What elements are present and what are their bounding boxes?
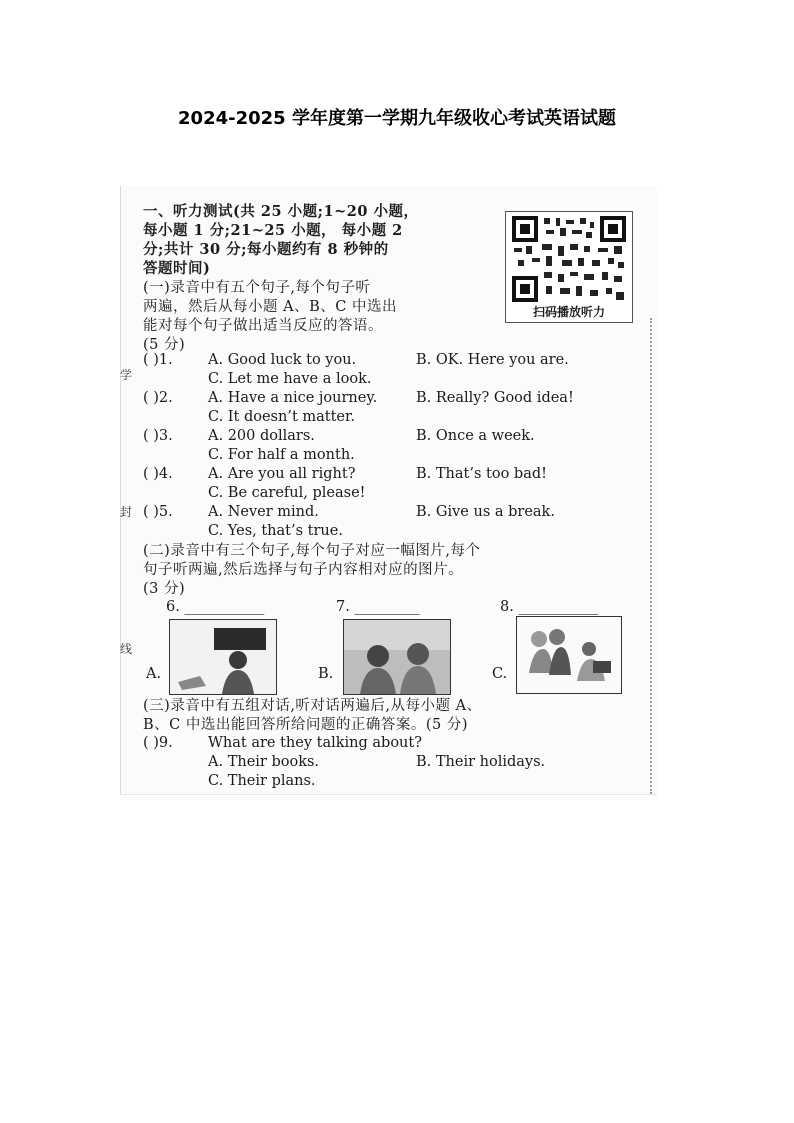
part1-instruction-line-3: 能对每个句子做出适当反应的答语。: [143, 318, 383, 334]
margin-char-3: 线: [120, 642, 133, 656]
picture-a[interactable]: [169, 619, 277, 695]
section-header-line-3: 分;共计 30 分;每小题约有 8 秒钟的: [143, 241, 389, 258]
margin-char-2: 封: [120, 505, 133, 519]
dotted-binding-line: [650, 318, 655, 794]
q9-option-c: C. Their plans.: [208, 773, 316, 789]
family-picture-icon: [517, 617, 621, 693]
q4-number: ( )4.: [143, 466, 173, 482]
q9-option-a: A. Their books.: [208, 754, 320, 770]
q5-option-a: A. Never mind.: [208, 504, 319, 520]
q2-option-b: B. Really? Good idea!: [416, 390, 574, 406]
part2-instruction-line-1: (二)录音中有三个句子,每个句子对应一幅图片,每个: [143, 543, 481, 559]
section-header-line-4: 答题时间): [143, 260, 211, 277]
q2-number: ( )2.: [143, 390, 173, 406]
qr-code-box[interactable]: [505, 211, 633, 323]
q5-option-b: B. Give us a break.: [416, 504, 555, 520]
q3-option-b: B. Once a week.: [416, 428, 535, 444]
picture-b-label: B.: [318, 666, 334, 682]
picture-c-label: C.: [492, 666, 508, 682]
q1-option-b: B. OK. Here you are.: [416, 352, 569, 368]
q4-option-c: C. Be careful, please!: [208, 485, 366, 501]
q5-number: ( )5.: [143, 504, 173, 520]
margin-char-1: 学: [120, 368, 133, 382]
q4-option-b: B. That’s too bad!: [416, 466, 547, 482]
blank-8[interactable]: 8. ___________: [500, 599, 599, 615]
q1-option-a: A. Good luck to you.: [208, 352, 357, 368]
part1-instruction-line-4: (5 分): [143, 337, 186, 353]
part3-instruction-line-2: B、C 中选出能回答所给问题的正确答案。(5 分): [143, 717, 469, 733]
picture-c[interactable]: [516, 616, 622, 694]
q2-option-a: A. Have a nice journey.: [208, 390, 378, 406]
qr-caption: 扫码播放听力: [532, 305, 605, 319]
part2-instruction-line-3: (3 分): [143, 581, 186, 597]
q5-option-c: C. Yes, that’s true.: [208, 523, 343, 539]
q9-option-b: B. Their holidays.: [416, 754, 546, 770]
page-title: 2024-2025 学年度第一学期九年级收心考试英语试题: [178, 108, 616, 129]
q3-number: ( )3.: [143, 428, 173, 444]
part1-instruction-line-2: 两遍，然后从每小题 A、B、C 中选出: [143, 299, 397, 315]
section-header-line-2: 每小题 1 分;21~25 小题， 每小题 2: [143, 222, 403, 239]
q1-option-c: C. Let me have a look.: [208, 371, 372, 387]
picture-b[interactable]: [343, 619, 451, 695]
q1-number: ( )1.: [143, 352, 173, 368]
q9-stem: What are they talking about?: [208, 735, 422, 751]
part1-instruction-line-1: (一)录音中有五个句子,每个句子听: [143, 280, 371, 296]
blank-7[interactable]: 7. _________: [336, 599, 420, 615]
picture-a-label: A.: [146, 666, 162, 682]
part3-instruction-line-1: (三)录音中有五组对话,听对话两遍后,从每小题 A、: [143, 698, 482, 714]
section-header-line-1: 一、听力测试(共 25 小题;1~20 小题，: [143, 203, 419, 220]
q9-number: ( )9.: [143, 735, 173, 751]
blank-6[interactable]: 6. ___________: [166, 599, 265, 615]
qr-code-icon: [512, 216, 626, 302]
q2-option-c: C. It doesn’t matter.: [208, 409, 355, 425]
q4-option-a: A. Are you all right?: [208, 466, 356, 482]
q3-option-c: C. For half a month.: [208, 447, 355, 463]
girl-picture-icon: [170, 620, 276, 694]
q3-option-a: A. 200 dollars.: [208, 428, 315, 444]
part2-instruction-line-2: 句子听两遍,然后选择与句子内容相对应的图片。: [143, 562, 464, 578]
boys-picture-icon: [344, 620, 450, 694]
